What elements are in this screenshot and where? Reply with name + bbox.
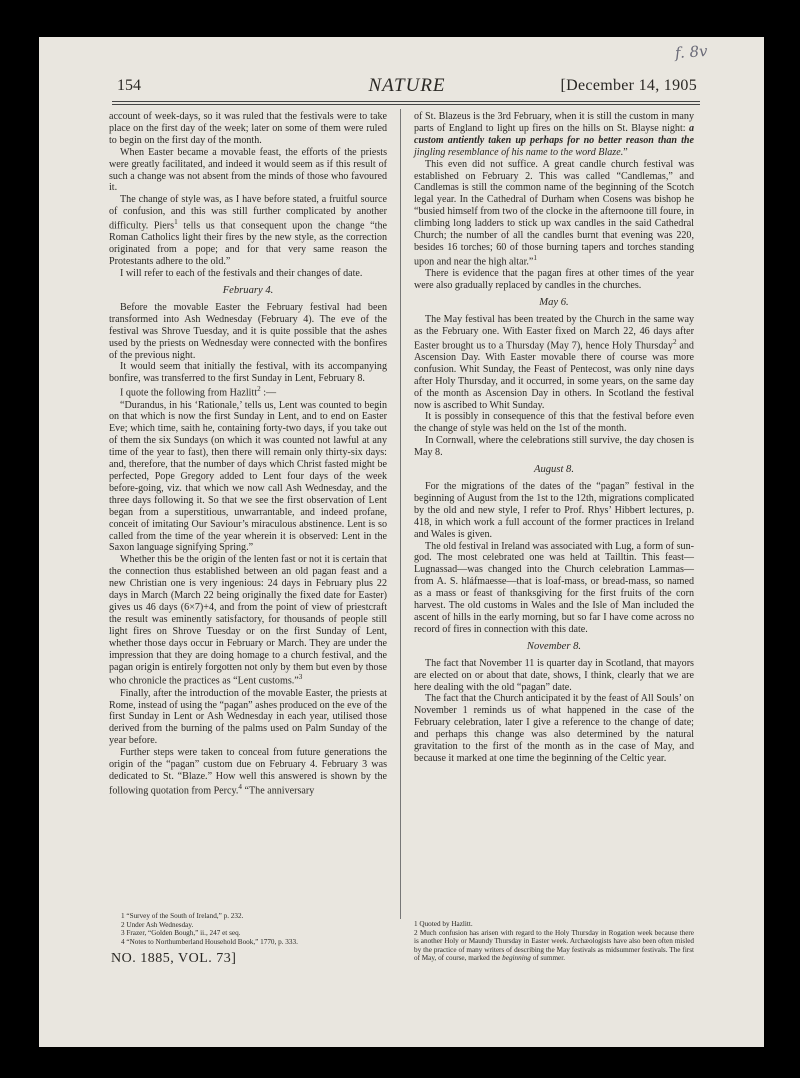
left-column <box>109 111 387 797</box>
paragraph: I will refer to each of the festivals and their changes of date. <box>120 268 363 280</box>
journal-title: NATURE <box>368 75 446 96</box>
issue-date: [December 14, 1905 <box>560 77 697 94</box>
footnote: 4 “Notes to Northumberland Household Book,” 1770, p. 333. <box>121 937 298 946</box>
paragraph: In Cornwall, where the celebrations still survive, the day chosen is May 8. <box>414 435 694 459</box>
paragraph: There is evidence that the pagan fires at other times of the year were also gradually replaced by candles in the churches. <box>414 268 694 292</box>
paragraph: Before the movable Easter the February festival had been transformed into Ash Wednesday (February 4). The eve of the festival was Shrove Tuesday, and it is quite possible that the ashes used by the priests on Wednesday were connected with the bonfires of the previous night. <box>109 301 387 361</box>
footnote: 1 Quoted by Hazlitt. <box>414 920 473 928</box>
running-header <box>117 75 697 99</box>
paragraph: It would seem that initially the festival, with its accompanying bonfire, was transferred to the first Sunday in Lent, February 8. <box>109 361 387 385</box>
paragraph: For the migrations of the dates of the “pagan” festival in the beginning of August from the 1st to the 12th, migrations complicated by the old and new style, I refer to Prof. Rhys’ Hibbert lectures, p. 418, in which work a full account of the former practices in Ireland and Wales is given. <box>414 481 694 540</box>
left-footnotes <box>121 912 389 946</box>
paragraph: The fact that November 11 is quarter day in Scotland, that mayors are elected on or about that date, shows, I think, clearly that we are here dealing with the old “pagan” date. <box>414 657 694 693</box>
quotation: “Durandus, in his ‘Rationale,’ tells us, Lent was counted to begin on that which is now the first Sunday in Lent, and to end on Easter Eve; which time, saith he, containing forty-two days, if you take out of them the six Sundays (on which it was counted not lawful at any time of the year to fast), then there will remain only thirty-six days: and, therefore, that the number of days which Christ fasted might be perfected, Pope Gregory added to Lent four days of the week before-going, viz. that which we now call Ash Wednesday, and the three days following it. So that we see the first observation of Lent began from a superstitious, unwarrantable, and indeed profane, conceit of imitating Our Saviour’s miraculous abstinence. Lent is so called from the time of the year wherein it is observed: Lent in the Saxon language signifying Spring.” <box>109 399 387 554</box>
section-heading: May 6. <box>539 296 569 308</box>
section-heading: November 8. <box>526 640 582 652</box>
header-rule <box>112 101 700 102</box>
paragraph: The fact that the Church anticipated it by the feast of All Souls’ on November 1 reminds us of what happened in the case of the February celebration, later I give a reference to the change of date; and perhaps this change was also determined by the natural gravitation to the first of the month as in the case of May, and because it marked at one time the beginning of the Celtic year. <box>414 693 694 764</box>
paragraph: It is possibly in consequence of this that the festival before even the change of style was held on the 1st of the month. <box>414 411 694 435</box>
paragraph: The May festival has been treated by the Church in the same way as the February one. With Easter fixed on March 22, 46 days after Easter brought us to a Thursday (May 7), hence Holy Thursday$^2$ and Ascension Day. With Easter movable there of course was more confusion. Whit Sunday, the Feast of Pentecost, was only nine days after Holy Thursday, and it occurred, in some years, on the same day of the month as Ascension Day in others. In Scotland the festival now is ascribed to Whit Sunday. <box>414 313 694 411</box>
paragraph: This even did not suffice. A great candle church festival was established on February 2. This was called “Candlemas,” and Candlemas is still the common name of the beginning of the Scotch legal year. In the Cathedral of Durham when Cosens was bishop he “busied himself from two of the clocke in the afternoone till foure, in climbing long ladders to stick up wax candles in the said Cathedral Church; the number of all the candles burnt that evening was 220, besides 16 torches; 60 of those burning tapers and torches standing upon and near the high altar.”$^1$ <box>414 158 694 268</box>
paragraph: The change of style was, as I have before stated, a fruitful source of confusion, and this was still further complicated by another difficulty. Piers$^1$ tells us that consequent upon the change “the Roman Catholics light their fires by the new style, as the correction originated from a pope; and for that very same reason the Protestants adhere to the old.” <box>109 194 387 268</box>
paragraph: The old festival in Ireland was associated with Lug, a form of sun-god. The most celebrated one was held at Tailltin. This feast—Lugnassad—was changed into the Church celebration Lammas—from A. S. hláfmaesse—that is loaf-mass, or bread-mass, so named as a mass or feast of thanksgiving for the first fruits of the corn harvest. The old customs in Wales and the Isle of Man included the ascent of hills in the early morning, but so far I have come across no record of fires in connection with this date. <box>414 540 694 635</box>
section-heading: August 8. <box>533 464 575 476</box>
right-footnotes <box>414 920 694 963</box>
paragraph: Further steps were taken to conceal from future generations the origin of the “pagan” custom due on February 4. February 3 was dedicated to St. “Blaze.” How well this answered is shown by the following quotation from Percy.$^4$ “The anniversary <box>109 747 387 797</box>
paragraph: I quote the following from Hazlitt$^2$ :— <box>120 385 277 399</box>
header-rule-secondary <box>112 104 700 105</box>
paragraph: of St. Blazeus is the 3rd February, when it is still the custom in many parts of England to light up fires on the hills on St. Blayse night: a custom antiently taken up perhaps for no better reason than the jingling resemblance of his name to the word Blaze.” <box>414 111 694 158</box>
footnote: 2 Much confusion has arisen with regard to the Holy Thursday in Rogation week because there is another Holy or Maundy Thursday in Easter week. Archæologists have also been often misled by the practice of many writers of describing the May festivals as midsummer festivals. The first of May, of course, marked the beginning of summer. <box>414 928 694 963</box>
footnote: 3 Frazer, “Golden Bough,” ii., 247 et seq. <box>121 929 241 938</box>
section-heading: February 4. <box>222 285 274 297</box>
page <box>39 37 764 1047</box>
handwritten-annotation: f. 8v <box>674 41 709 63</box>
paragraph: account of week-days, so it was ruled that the festivals were to take place on the first day of the week; later on some of them were ruled to begin on the first day of the month. <box>109 111 387 146</box>
paragraph: Whether this be the origin of the lenten fast or not it is certain that the connection thus established between an old pagan feast and a new Christian one is very ingenious: 24 days in February plus 22 days in March (March 22 being originally the fixed date for Easter) gives us 46 days (6×7)+4, and from the point of view of priestcraft the result was eminently satisfactory, for thousands of people still light fires on Shrove Tuesday or on the first Sunday of Lent, whether those days occur in February or March. They are under the impression that they are doing homage to a church festival, and the pagan origin is entirely forgotten not only by them but even by those who chronicle the practices as “Lent customs.”$^3$ <box>109 554 387 687</box>
paragraph: When Easter became a movable feast, the efforts of the priests were greatly facilitated, and indeed it would seem as if this result of such a change was not absent from the minds of those who favoured it. <box>109 146 387 194</box>
right-column <box>414 111 694 765</box>
paragraph: Finally, after the introduction of the movable Easter, the priests at Rome, instead of using the “pagan” ashes produced on the eve of the first Sunday in Lent or Ash Wednesday in each year, utilised those derived from the burning of the palms used on Palm Sunday of the year before. <box>109 687 387 747</box>
page-number: 154 <box>117 77 141 94</box>
footnote: 1 “Survey of the South of Ireland,” p. 232. <box>121 912 244 920</box>
footnote: 2 Under Ash Wednesday. <box>121 920 194 929</box>
column-divider <box>400 109 401 919</box>
issue-number: NO. 1885, VOL. 73] <box>111 951 237 966</box>
